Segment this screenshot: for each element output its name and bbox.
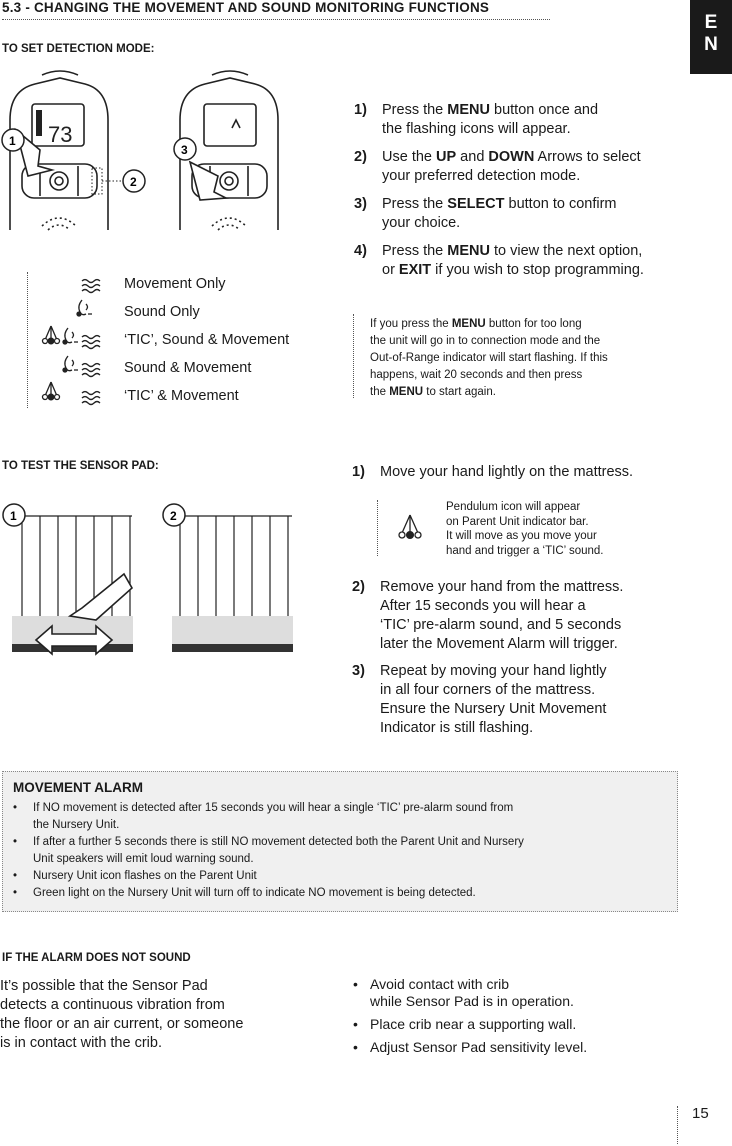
- list-item: • Adjust Sensor Pad sensitivity level.: [350, 1039, 680, 1056]
- mode-label: Movement Only: [124, 276, 226, 292]
- page-number-divider: [677, 1106, 678, 1144]
- hand-icon: [70, 574, 132, 620]
- menu-note: If you press the MENU button for too long the unit will go in to connection mode and the Out-of-Range indicator will start flashing. If this happens, wait 20 seconds and then press the MENU to start again.: [370, 318, 608, 398]
- pendulum-note: Pendulum icon will appear on Parent Unit indicator bar. It will move as you move your hand and trigger a ‘TIC’ sound.: [446, 501, 604, 557]
- page-number: 15: [692, 1105, 709, 1122]
- svg-text:1: 1: [9, 134, 16, 148]
- sensor-step-3: 3) Repeat by moving your hand lightly in all four corners of the mattress. Ensure the Nursery Unit Movement Indicator is still flashing.: [352, 663, 607, 736]
- svg-text:2: 2: [170, 509, 177, 523]
- list-item: • Avoid contact with crib while Sensor Pad is in operation.: [350, 976, 680, 1010]
- sensor-step-1: 1) Move your hand lightly on the mattress.: [352, 464, 634, 480]
- movement-alarm-box: [2, 771, 678, 912]
- title-divider: [2, 19, 550, 20]
- pendulum-note-divider: [377, 500, 378, 556]
- parent-unit-illustration: [0, 70, 300, 235]
- sensor-pad-illustration: [0, 500, 300, 662]
- sound-icon: [63, 356, 78, 372]
- alarm-title: MOVEMENT ALARM: [13, 780, 143, 795]
- wave-icon: [82, 364, 100, 377]
- nosound-heading: IF THE ALARM DOES NOT SOUND: [2, 952, 191, 964]
- detection-steps: [354, 101, 690, 281]
- wave-icon: [82, 336, 100, 349]
- screen-digits: 73: [48, 122, 73, 147]
- mode-label: Sound & Movement: [124, 360, 252, 376]
- tic-icon: [43, 326, 60, 344]
- list-item: • Nursery Unit icon flashes on the Parent Unit: [3, 868, 673, 885]
- language-tab: [690, 0, 732, 74]
- language-letter-2: N: [704, 34, 718, 55]
- section-title: 5.3 - CHANGING THE MOVEMENT AND SOUND MONITORING FUNCTIONS: [2, 0, 490, 15]
- wave-icon: [82, 280, 100, 293]
- sound-icon: [77, 300, 92, 316]
- sensor-heading: TO TEST THE SENSOR PAD:: [2, 460, 159, 472]
- mode-list: [36, 276, 316, 410]
- mode-list-divider: [27, 272, 28, 408]
- sensor-step-2: 2) Remove your hand from the mattress. After 15 seconds you will hear a ‘TIC’ pre-alarm sound, and 5 seconds later the Movement Alarm will trigger.: [352, 579, 624, 652]
- mode-label: Sound Only: [124, 304, 200, 320]
- detection-heading: TO SET DETECTION MODE:: [2, 43, 155, 55]
- detection-step: 1) Press the MENU button once and the flashing icons will appear.: [354, 102, 599, 137]
- step-text: Press the MENU button once and: [382, 102, 599, 118]
- pendulum-icon: [398, 514, 422, 540]
- language-letter-1: E: [704, 12, 718, 33]
- detection-step: 2) Use the UP and DOWN Arrows to select your preferred detection mode.: [354, 149, 641, 184]
- detection-step: 3) Press the SELECT button to confirm your choice.: [354, 196, 617, 231]
- sound-icon: [63, 328, 78, 344]
- svg-text:1: 1: [10, 509, 17, 523]
- tic-icon: [43, 382, 60, 400]
- mode-icons: [36, 276, 116, 410]
- svg-text:3: 3: [181, 143, 188, 157]
- list-item: • Green light on the Nursery Unit will turn off to indicate NO movement is being detected.: [3, 885, 673, 902]
- wave-icon: [82, 392, 100, 405]
- list-item: • Place crib near a supporting wall.: [350, 1016, 680, 1033]
- nosound-bullets: [350, 976, 680, 1056]
- mode-label: ‘TIC’ & Movement: [124, 388, 239, 404]
- list-item: • If NO movement is detected after 15 seconds you will hear a single ‘TIC’ pre-alarm sound from the Nursery Unit.: [3, 800, 673, 834]
- note-divider: [353, 314, 354, 398]
- detection-step: 4) Press the MENU to view the next option, or EXIT if you wish to stop programming.: [354, 243, 644, 278]
- alarm-list: [3, 800, 673, 902]
- mode-label: ‘TIC’, Sound & Movement: [124, 332, 290, 348]
- list-item: • If after a further 5 seconds there is still NO movement detected both the Parent Unit and Nursery Unit speakers will emit loud warning sound.: [3, 834, 673, 868]
- nosound-paragraph: It’s possible that the Sensor Pad detects a continuous vibration from the floor or an air current, or someone is in contact with the crib.: [0, 978, 244, 1051]
- svg-text:2: 2: [130, 175, 137, 189]
